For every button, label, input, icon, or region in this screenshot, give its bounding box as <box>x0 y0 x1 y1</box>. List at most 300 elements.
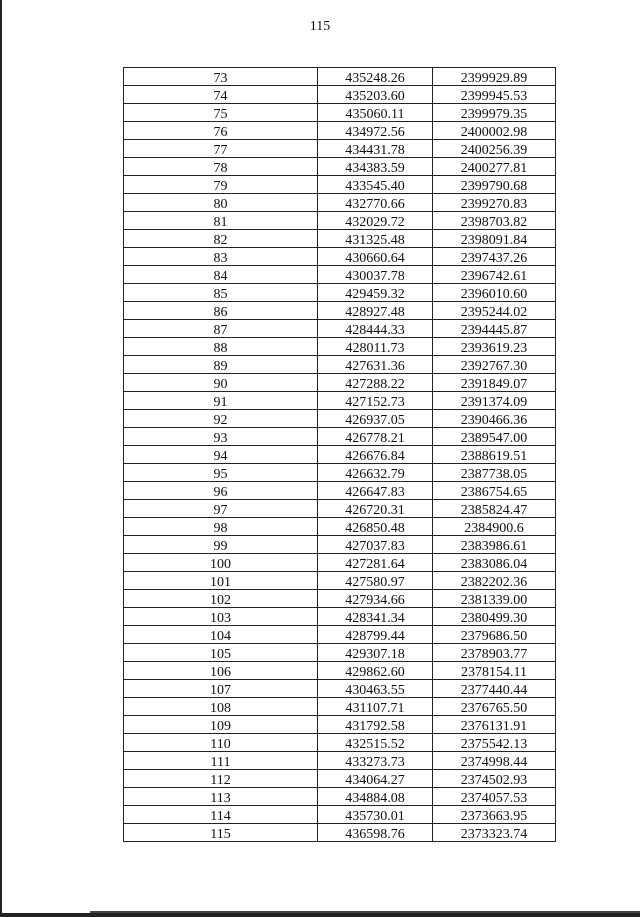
point-number-cell <box>124 302 318 320</box>
point-number-cell <box>124 464 318 482</box>
y-coordinate-cell <box>433 536 556 554</box>
x-coordinate-cell <box>318 500 433 518</box>
cell-text: 77 <box>213 143 228 158</box>
cell-text: 2394445.87 <box>460 323 528 338</box>
point-number-cell <box>124 662 318 680</box>
cell-text: 106 <box>210 665 231 680</box>
x-coordinate-cell <box>318 626 433 644</box>
cell-text: 87 <box>213 323 228 338</box>
point-number-cell <box>124 608 318 626</box>
cell-text: 102 <box>210 593 231 608</box>
cell-text: 2396010.60 <box>460 287 528 302</box>
point-number-cell <box>124 518 318 536</box>
scan-left-edge <box>0 0 2 917</box>
x-coordinate-cell <box>318 590 433 608</box>
cell-text: 95 <box>213 467 228 482</box>
cell-text: 112 <box>210 773 231 788</box>
cell-text: 89 <box>213 359 228 374</box>
point-number-cell <box>124 752 318 770</box>
point-number-cell <box>124 824 318 842</box>
table-row <box>124 788 556 806</box>
cell-text: 97 <box>213 503 228 518</box>
cell-text: 427281.64 <box>345 557 405 572</box>
point-number-cell <box>124 716 318 734</box>
cell-text: 107 <box>210 683 231 698</box>
cell-text: 428799.44 <box>345 629 405 644</box>
cell-text: 433545.40 <box>345 179 405 194</box>
cell-text: 110 <box>210 737 231 752</box>
cell-text: 80 <box>213 197 228 212</box>
cell-text: 2398091.84 <box>460 233 528 248</box>
y-coordinate-cell <box>433 338 556 356</box>
x-coordinate-cell <box>318 644 433 662</box>
table-row <box>124 104 556 122</box>
y-coordinate-cell <box>433 302 556 320</box>
cell-text: 113 <box>210 791 231 806</box>
x-coordinate-cell <box>318 320 433 338</box>
cell-text: 93 <box>213 431 228 446</box>
cell-text: 2398703.82 <box>460 215 528 230</box>
point-number-cell <box>124 788 318 806</box>
coordinates-table <box>123 67 556 842</box>
y-coordinate-cell <box>433 266 556 284</box>
point-number-cell <box>124 284 318 302</box>
point-number-cell <box>124 770 318 788</box>
cell-text: 105 <box>210 647 231 662</box>
cell-text: 2383086.04 <box>460 557 528 572</box>
table-row <box>124 536 556 554</box>
table-row <box>124 716 556 734</box>
table-row <box>124 68 556 86</box>
point-number-cell <box>124 572 318 590</box>
table-row <box>124 194 556 212</box>
cell-text: 435248.26 <box>345 71 405 86</box>
scan-bottom-edge <box>0 913 640 917</box>
x-coordinate-cell <box>318 716 433 734</box>
y-coordinate-cell <box>433 86 556 104</box>
cell-text: 2374502.93 <box>460 773 528 788</box>
table-row <box>124 338 556 356</box>
cell-text: 76 <box>213 125 228 140</box>
cell-text: 73 <box>213 71 228 86</box>
cell-text: 428011.73 <box>345 341 405 356</box>
x-coordinate-cell <box>318 464 433 482</box>
cell-text: 78 <box>213 161 228 176</box>
cell-text: 101 <box>210 575 231 590</box>
cell-text: 100 <box>210 557 231 572</box>
point-number-cell <box>124 734 318 752</box>
x-coordinate-cell <box>318 68 433 86</box>
y-coordinate-cell <box>433 374 556 392</box>
cell-text: 84 <box>213 269 228 284</box>
cell-text: 2381339.00 <box>460 593 528 608</box>
x-coordinate-cell <box>318 824 433 842</box>
point-number-cell <box>124 176 318 194</box>
point-number-cell <box>124 644 318 662</box>
x-coordinate-cell <box>318 230 433 248</box>
x-coordinate-cell <box>318 770 433 788</box>
point-number-cell <box>124 428 318 446</box>
x-coordinate-cell <box>318 104 433 122</box>
table-row <box>124 392 556 410</box>
cell-text: 2399979.35 <box>460 107 528 122</box>
x-coordinate-cell <box>318 140 433 158</box>
cell-text: 114 <box>210 809 231 824</box>
scan-bottom-edge-inner <box>90 911 640 913</box>
point-number-cell <box>124 590 318 608</box>
y-coordinate-cell <box>433 698 556 716</box>
point-number-cell <box>124 158 318 176</box>
y-coordinate-cell <box>433 140 556 158</box>
table-row <box>124 140 556 158</box>
y-coordinate-cell <box>433 392 556 410</box>
cell-text: 436598.76 <box>345 827 405 842</box>
x-coordinate-cell <box>318 698 433 716</box>
table-row <box>124 554 556 572</box>
table-row <box>124 176 556 194</box>
table-row <box>124 320 556 338</box>
cell-text: 2387738.05 <box>460 467 528 482</box>
cell-text: 426632.79 <box>345 467 405 482</box>
table-row <box>124 680 556 698</box>
cell-text: 92 <box>213 413 228 428</box>
cell-text: 432515.52 <box>345 737 405 752</box>
cell-text: 428444.33 <box>345 323 405 338</box>
point-number-cell <box>124 266 318 284</box>
point-number-cell <box>124 806 318 824</box>
point-number-cell <box>124 626 318 644</box>
table-row <box>124 752 556 770</box>
y-coordinate-cell <box>433 806 556 824</box>
cell-text: 426647.83 <box>345 485 405 500</box>
x-coordinate-cell <box>318 536 433 554</box>
cell-text: 2380499.30 <box>460 611 528 626</box>
y-coordinate-cell <box>433 464 556 482</box>
cell-text: 2400277.81 <box>460 161 528 176</box>
cell-text: 2379686.50 <box>460 629 528 644</box>
cell-text: 427934.66 <box>345 593 405 608</box>
x-coordinate-cell <box>318 248 433 266</box>
y-coordinate-cell <box>433 554 556 572</box>
point-number-cell <box>124 230 318 248</box>
x-coordinate-cell <box>318 428 433 446</box>
cell-text: 2391849.07 <box>460 377 528 392</box>
point-number-cell <box>124 356 318 374</box>
cell-text: 426937.05 <box>345 413 405 428</box>
y-coordinate-cell <box>433 356 556 374</box>
y-coordinate-cell <box>433 428 556 446</box>
cell-text: 2382202.36 <box>460 575 528 590</box>
cell-text: 434064.27 <box>345 773 405 788</box>
cell-text: 426720.31 <box>345 503 405 518</box>
cell-text: 115 <box>210 827 231 842</box>
cell-text: 426778.21 <box>345 431 405 446</box>
cell-text: 2400256.39 <box>460 143 528 158</box>
y-coordinate-cell <box>433 662 556 680</box>
x-coordinate-cell <box>318 392 433 410</box>
cell-text: 431325.48 <box>345 233 405 248</box>
table-row <box>124 230 556 248</box>
cell-text: 2397437.26 <box>460 251 528 266</box>
point-number-cell <box>124 194 318 212</box>
point-number-cell <box>124 86 318 104</box>
y-coordinate-cell <box>433 158 556 176</box>
table-row <box>124 482 556 500</box>
y-coordinate-cell <box>433 68 556 86</box>
x-coordinate-cell <box>318 302 433 320</box>
cell-text: 426850.48 <box>345 521 405 536</box>
cell-text: 430463.55 <box>345 683 405 698</box>
cell-text: 82 <box>213 233 228 248</box>
point-number-cell <box>124 500 318 518</box>
y-coordinate-cell <box>433 824 556 842</box>
x-coordinate-cell <box>318 572 433 590</box>
point-number-cell <box>124 410 318 428</box>
x-coordinate-cell <box>318 446 433 464</box>
x-coordinate-cell <box>318 158 433 176</box>
cell-text: 81 <box>213 215 228 230</box>
y-coordinate-cell <box>433 680 556 698</box>
cell-text: 2378903.77 <box>460 647 528 662</box>
cell-text: 2399929.89 <box>460 71 528 86</box>
cell-text: 83 <box>213 251 228 266</box>
point-number-cell <box>124 392 318 410</box>
y-coordinate-cell <box>433 104 556 122</box>
table-row <box>124 518 556 536</box>
y-coordinate-cell <box>433 230 556 248</box>
y-coordinate-cell <box>433 518 556 536</box>
x-coordinate-cell <box>318 374 433 392</box>
x-coordinate-cell <box>318 680 433 698</box>
cell-text: 430660.64 <box>345 251 405 266</box>
y-coordinate-cell <box>433 770 556 788</box>
y-coordinate-cell <box>433 734 556 752</box>
cell-text: 2384900.6 <box>464 521 524 536</box>
cell-text: 427037.83 <box>345 539 405 554</box>
cell-text: 433273.73 <box>345 755 405 770</box>
cell-text: 2385824.47 <box>460 503 528 518</box>
table-row <box>124 806 556 824</box>
y-coordinate-cell <box>433 644 556 662</box>
cell-text: 2396742.61 <box>460 269 528 284</box>
table-row <box>124 500 556 518</box>
cell-text: 432770.66 <box>345 197 405 212</box>
cell-text: 74 <box>213 89 228 104</box>
table-row <box>124 356 556 374</box>
cell-text: 427631.36 <box>345 359 405 374</box>
cell-text: 2399790.68 <box>460 179 528 194</box>
y-coordinate-cell <box>433 572 556 590</box>
cell-text: 427580.97 <box>345 575 405 590</box>
x-coordinate-cell <box>318 752 433 770</box>
cell-text: 427288.22 <box>345 377 405 392</box>
table-row <box>124 428 556 446</box>
table-row <box>124 734 556 752</box>
cell-text: 435060.11 <box>345 107 405 122</box>
cell-text: 428927.48 <box>345 305 405 320</box>
cell-text: 104 <box>210 629 231 644</box>
table-row <box>124 284 556 302</box>
x-coordinate-cell <box>318 122 433 140</box>
x-coordinate-cell <box>318 662 433 680</box>
table-row <box>124 302 556 320</box>
cell-text: 109 <box>210 719 231 734</box>
cell-text: 434431.78 <box>345 143 405 158</box>
cell-text: 2386754.65 <box>460 485 528 500</box>
point-number-cell <box>124 140 318 158</box>
point-number-cell <box>124 680 318 698</box>
y-coordinate-cell <box>433 284 556 302</box>
cell-text: 430037.78 <box>345 269 405 284</box>
cell-text: 434884.08 <box>345 791 405 806</box>
x-coordinate-cell <box>318 518 433 536</box>
table-row <box>124 410 556 428</box>
x-coordinate-cell <box>318 410 433 428</box>
x-coordinate-cell <box>318 806 433 824</box>
x-coordinate-cell <box>318 788 433 806</box>
point-number-cell <box>124 248 318 266</box>
cell-text: 98 <box>213 521 228 536</box>
cell-text: 2395244.02 <box>460 305 528 320</box>
cell-text: 91 <box>213 395 228 410</box>
cell-text: 2377440.44 <box>460 683 528 698</box>
table-row <box>124 464 556 482</box>
x-coordinate-cell <box>318 608 433 626</box>
cell-text: 429307.18 <box>345 647 405 662</box>
x-coordinate-cell <box>318 176 433 194</box>
table-row <box>124 86 556 104</box>
point-number-cell <box>124 212 318 230</box>
cell-text: 79 <box>213 179 228 194</box>
y-coordinate-cell <box>433 248 556 266</box>
cell-text: 435730.01 <box>345 809 405 824</box>
cell-text: 429459.32 <box>345 287 405 302</box>
point-number-cell <box>124 482 318 500</box>
cell-text: 428341.34 <box>345 611 405 626</box>
table-row <box>124 266 556 284</box>
cell-text: 108 <box>210 701 231 716</box>
table-row <box>124 248 556 266</box>
table-row <box>124 770 556 788</box>
y-coordinate-cell <box>433 788 556 806</box>
cell-text: 111 <box>210 755 231 770</box>
point-number-cell <box>124 122 318 140</box>
table-row <box>124 590 556 608</box>
cell-text: 429862.60 <box>345 665 405 680</box>
cell-text: 2376765.50 <box>460 701 528 716</box>
cell-text: 2399270.83 <box>460 197 528 212</box>
cell-text: 88 <box>213 341 228 356</box>
y-coordinate-cell <box>433 590 556 608</box>
cell-text: 2383986.61 <box>460 539 528 554</box>
cell-text: 2378154.11 <box>461 665 527 680</box>
point-number-cell <box>124 446 318 464</box>
cell-text: 427152.73 <box>345 395 405 410</box>
x-coordinate-cell <box>318 86 433 104</box>
point-number-cell <box>124 374 318 392</box>
x-coordinate-cell <box>318 734 433 752</box>
y-coordinate-cell <box>433 500 556 518</box>
cell-text: 99 <box>213 539 228 554</box>
table-row <box>124 824 556 842</box>
x-coordinate-cell <box>318 212 433 230</box>
table-row <box>124 572 556 590</box>
cell-text: 2374057.53 <box>460 791 528 806</box>
y-coordinate-cell <box>433 716 556 734</box>
cell-text: 2373323.74 <box>460 827 528 842</box>
table-row <box>124 626 556 644</box>
table-row <box>124 644 556 662</box>
cell-text: 2392767.30 <box>460 359 528 374</box>
y-coordinate-cell <box>433 626 556 644</box>
table-row <box>124 122 556 140</box>
point-number-cell <box>124 338 318 356</box>
y-coordinate-cell <box>433 482 556 500</box>
point-number-cell <box>124 554 318 572</box>
x-coordinate-cell <box>318 554 433 572</box>
cell-text: 432029.72 <box>345 215 405 230</box>
y-coordinate-cell <box>433 194 556 212</box>
page-number: 115 <box>309 19 331 34</box>
cell-text: 431107.71 <box>345 701 405 716</box>
point-number-cell <box>124 698 318 716</box>
cell-text: 434972.56 <box>345 125 405 140</box>
table-row <box>124 446 556 464</box>
cell-text: 435203.60 <box>345 89 405 104</box>
cell-text: 2374998.44 <box>460 755 528 770</box>
cell-text: 90 <box>213 377 228 392</box>
y-coordinate-cell <box>433 212 556 230</box>
cell-text: 94 <box>213 449 228 464</box>
y-coordinate-cell <box>433 446 556 464</box>
cell-text: 103 <box>210 611 231 626</box>
table-row <box>124 158 556 176</box>
cell-text: 86 <box>213 305 228 320</box>
point-number-cell <box>124 104 318 122</box>
table-row <box>124 212 556 230</box>
cell-text: 426676.84 <box>345 449 405 464</box>
y-coordinate-cell <box>433 176 556 194</box>
y-coordinate-cell <box>433 752 556 770</box>
cell-text: 2373663.95 <box>460 809 528 824</box>
cell-text: 2400002.98 <box>460 125 528 140</box>
x-coordinate-cell <box>318 356 433 374</box>
cell-text: 2399945.53 <box>460 89 528 104</box>
table-row <box>124 608 556 626</box>
cell-text: 2376131.91 <box>460 719 528 734</box>
cell-text: 2389547.00 <box>460 431 528 446</box>
y-coordinate-cell <box>433 320 556 338</box>
point-number-cell <box>124 68 318 86</box>
point-number-cell <box>124 320 318 338</box>
coordinates-table-body <box>124 68 556 842</box>
x-coordinate-cell <box>318 266 433 284</box>
x-coordinate-cell <box>318 482 433 500</box>
cell-text: 2388619.51 <box>460 449 528 464</box>
x-coordinate-cell <box>318 338 433 356</box>
cell-text: 2391374.09 <box>460 395 528 410</box>
table-row <box>124 698 556 716</box>
cell-text: 85 <box>213 287 228 302</box>
cell-text: 75 <box>213 107 228 122</box>
cell-text: 96 <box>213 485 228 500</box>
point-number-cell <box>124 536 318 554</box>
y-coordinate-cell <box>433 608 556 626</box>
table-row <box>124 374 556 392</box>
cell-text: 431792.58 <box>345 719 405 734</box>
x-coordinate-cell <box>318 284 433 302</box>
y-coordinate-cell <box>433 410 556 428</box>
